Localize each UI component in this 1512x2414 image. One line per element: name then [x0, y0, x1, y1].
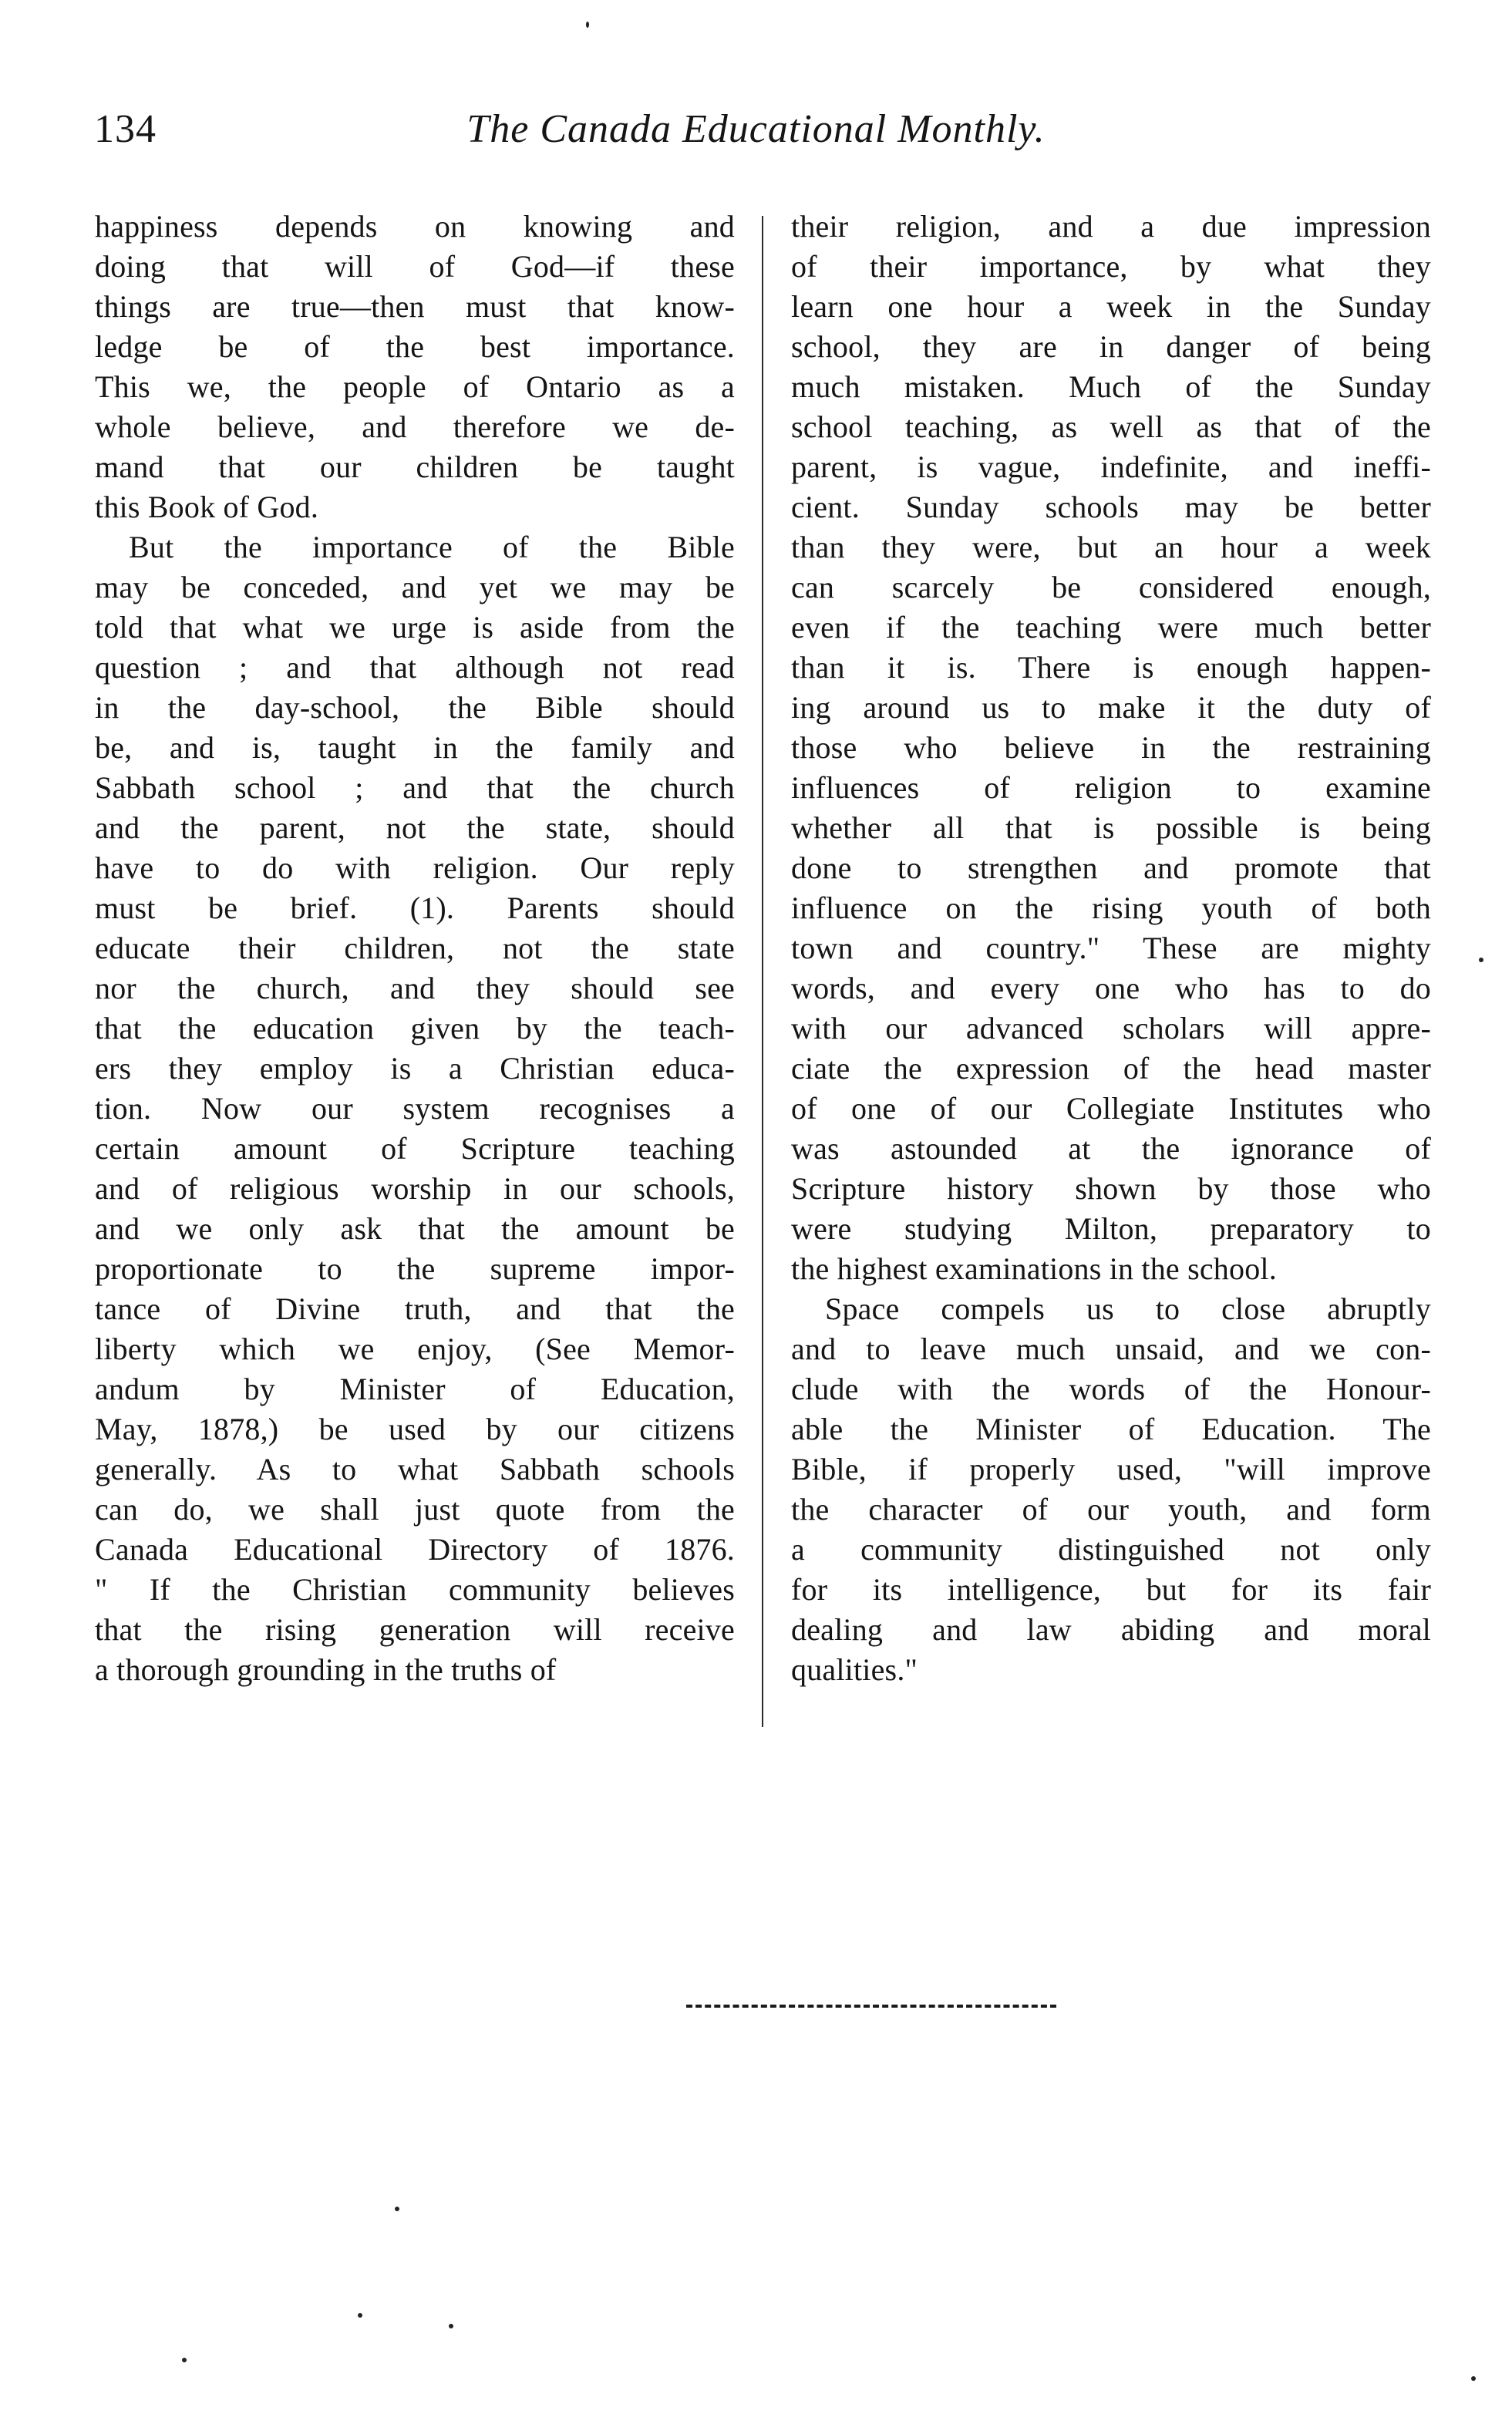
text-line: with our advanced scholars will appre- — [791, 1011, 1431, 1045]
paragraph — [791, 207, 1431, 1289]
text-line: Sabbath school ; and that the church — [95, 770, 735, 805]
text-line: and the parent, not the state, should — [95, 810, 735, 845]
text-line: happiness depends on knowing and — [95, 209, 735, 244]
text-line: liberty which we enjoy, (See Memor- — [95, 1332, 735, 1366]
text-line: mand that our children be taught — [95, 449, 735, 484]
text-line: qualities." — [791, 1652, 918, 1687]
text-line: certain amount of Scripture teaching — [95, 1131, 735, 1166]
paragraph — [95, 527, 735, 1690]
text-line: tion. Now our system recognises a — [95, 1091, 735, 1126]
text-line: ers they employ is a Christian educa- — [95, 1051, 735, 1086]
text-line: whole believe, and therefore we de- — [95, 409, 735, 444]
text-line: a thorough grounding in the truths of — [95, 1652, 557, 1687]
page-header — [93, 106, 1419, 168]
text-line: nor the church, and they should see — [95, 971, 735, 1005]
text-line: educate their children, not the state — [95, 931, 735, 965]
text-line: whether all that is possible is being — [791, 810, 1431, 845]
paragraph — [791, 1289, 1431, 1690]
text-line: question ; and that although not read — [95, 650, 735, 685]
text-line: their religion, and a due impression — [791, 209, 1431, 244]
text-line: this Book of God. — [95, 490, 319, 524]
text-line: doing that will of God—if these — [95, 249, 735, 284]
end-of-article-rule — [686, 2005, 1056, 2008]
text-line: can scarcely be considered enough, — [791, 570, 1431, 604]
text-line: tance of Divine truth, and that the — [95, 1291, 735, 1326]
text-line: May, 1878,) be used by our citizens — [95, 1412, 735, 1446]
text-line: of one of our Collegiate Institutes who — [791, 1091, 1431, 1126]
text-line: much mistaken. Much of the Sunday — [791, 369, 1431, 404]
text-line: ciate the expression of the head master — [791, 1051, 1431, 1086]
text-line: Scripture history shown by those who — [791, 1171, 1431, 1206]
text-line: be, and is, taught in the family and — [95, 730, 735, 765]
text-line: the highest examinations in the school. — [791, 1251, 1277, 1286]
text-line: done to strengthen and promote that — [791, 850, 1431, 885]
text-line: town and country." These are mighty — [791, 931, 1431, 965]
text-line: ing around us to make it the duty of — [791, 690, 1431, 725]
print-speck — [358, 2313, 362, 2318]
text-line: Bible, if properly used, "will improve — [791, 1452, 1431, 1486]
text-line: things are true—then must that know- — [95, 289, 735, 324]
text-line: told that what we urge is aside from the — [95, 610, 735, 645]
text-line: may be conceded, and yet we may be — [95, 570, 735, 604]
text-line: clude with the words of the Honour- — [791, 1372, 1431, 1406]
text-line: and we only ask that the amount be — [95, 1211, 735, 1246]
print-speck — [1479, 958, 1483, 962]
running-head-title: The Canada Educational Monthly. — [466, 107, 1046, 151]
text-line: learn one hour a week in the Sunday — [791, 289, 1431, 324]
print-speck — [586, 22, 589, 28]
text-line: were studying Milton, preparatory to — [791, 1211, 1431, 1246]
text-line: andum by Minister of Education, — [95, 1372, 735, 1406]
text-line: than they were, but an hour a week — [791, 530, 1431, 564]
text-line: must be brief. (1). Parents should — [95, 891, 735, 925]
text-line: can do, we shall just quote from the — [95, 1492, 735, 1527]
text-line: school teaching, as well as that of the — [791, 409, 1431, 444]
text-line: able the Minister of Education. The — [791, 1412, 1431, 1446]
text-line: have to do with religion. Our reply — [95, 850, 735, 885]
text-line: words, and every one who has to do — [791, 971, 1431, 1005]
left-text-column — [95, 207, 735, 1690]
text-line: Space compels us to close abruptly — [825, 1291, 1431, 1326]
text-line: for its intelligence, but for its fair — [791, 1572, 1431, 1607]
text-line: and of religious worship in our schools, — [95, 1171, 735, 1206]
text-line: those who believe in the restraining — [791, 730, 1431, 765]
text-line: cient. Sunday schools may be better — [791, 490, 1431, 524]
text-line: school, they are in danger of being — [791, 329, 1431, 364]
paragraph — [95, 207, 735, 527]
text-line: that the rising generation will receive — [95, 1612, 735, 1647]
text-line: than it is. There is enough happen- — [791, 650, 1431, 685]
text-line: influence on the rising youth of both — [791, 891, 1431, 925]
text-line: was astounded at the ignorance of — [791, 1131, 1431, 1166]
text-line: Canada Educational Directory of 1876. — [95, 1532, 735, 1567]
text-line: even if the teaching were much better — [791, 610, 1431, 645]
text-line: that the education given by the teach- — [95, 1011, 735, 1045]
right-text-column — [791, 207, 1431, 1690]
text-line: " If the Christian community believes — [95, 1572, 735, 1607]
text-line: influences of religion to examine — [791, 770, 1431, 805]
text-line: the character of our youth, and form — [791, 1492, 1431, 1527]
column-divider-rule — [762, 216, 763, 1727]
text-line: a community distinguished not only — [791, 1532, 1431, 1567]
text-line: generally. As to what Sabbath schools — [95, 1452, 735, 1486]
text-line: in the day-school, the Bible should — [95, 690, 735, 725]
text-line: dealing and law abiding and moral — [791, 1612, 1431, 1647]
text-line: ledge be of the best importance. — [95, 329, 735, 364]
print-speck — [182, 2358, 187, 2362]
text-line: But the importance of the Bible — [129, 530, 735, 564]
print-speck — [449, 2324, 453, 2328]
page-number: 134 — [94, 107, 157, 151]
print-speck — [395, 2207, 399, 2211]
text-line: parent, is vague, indefinite, and ineffi- — [791, 449, 1431, 484]
text-line: This we, the people of Ontario as a — [95, 369, 735, 404]
print-speck — [1471, 2376, 1476, 2381]
text-line: and to leave much unsaid, and we con- — [791, 1332, 1431, 1366]
text-line: of their importance, by what they — [791, 249, 1431, 284]
text-line: proportionate to the supreme impor- — [95, 1251, 735, 1286]
